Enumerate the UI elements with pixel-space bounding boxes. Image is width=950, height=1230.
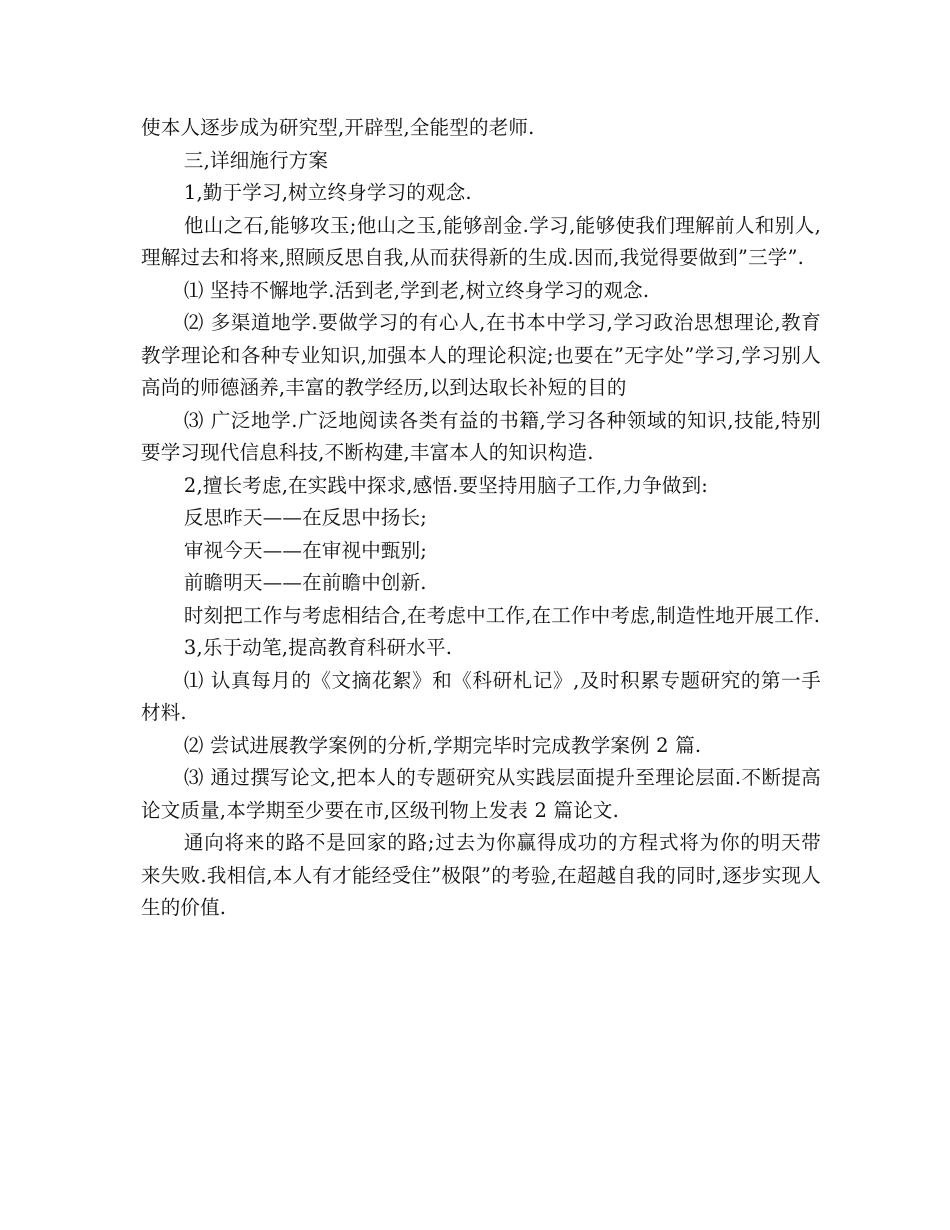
list-item-study-1: ⑴ 坚持不懈地学.活到老,学到老,树立终身学习的观念. [183,278,650,302]
reflection-line-yesterday: 反思昨天——在反思中扬长; [183,506,428,529]
paragraph-conclusion: 通向将来的路不是回家的路;过去为你赢得成功的方程式将为你的明天带来失败.我相信,本人有才能经受住”极限”的考验,在超越自我的同时,逐步实现人生的价值. [141,831,821,919]
paragraph-continuation: 使本人逐步成为研究型,开辟型,全能型的老师. [141,116,535,139]
list-item-writing-1: ⑴ 认真每月的《文摘花絮》和《科研札记》,及时积累专题研究的第一手材料. [141,668,821,724]
list-item-writing-3: ⑶ 通过撰写论文,把本人的专题研究从实践层面提升至理论层面.不断提高论文质量,本学期至少要在市,区级刊物上发表 2 篇论文. [141,766,821,822]
document-body [141,112,821,925]
section-heading-implementation-plan: 三,详细施行方案 [183,148,329,172]
list-item-writing-2: ⑵ 尝试进展教学案例的分析,学期完毕时完成教学案例 2 篇. [183,733,702,757]
subheading-reflection: 2,擅长考虑,在实践中探求,感悟.要坚持用脑子工作,力争做到: [183,473,709,497]
list-item-study-2: ⑵ 多渠道地学.要做学习的有心人,在书本中学习,学习政治思想理论,教育教学理论和各种专业知识,加强本人的理论积淀;也要在”无字处”学习,学习别人高尚的师德涵养,丰富的教学经历,以到达取长补短的目的 [141,311,821,399]
reflection-line-today: 审视今天——在审视中甄别; [183,538,428,562]
subheading-writing: 3,乐于动笔,提高教育科研水平. [183,636,453,659]
paragraph-work-thinking: 时刻把工作与考虑相结合,在考虑中工作,在工作中考虑,制造性地开展工作. [183,603,821,627]
paragraph-study-intro: 他山之石,能够攻玉;他山之玉,能够剖金.学习,能够使我们理解前人和别人,理解过去和将来,照顾反思自我,从而获得新的生成.因而,我觉得要做到”三学”. [141,213,821,269]
subheading-study: 1,勤于学习,树立终身学习的观念. [183,181,472,204]
reflection-line-tomorrow: 前瞻明天——在前瞻中创新. [183,571,427,594]
list-item-study-3: ⑶ 广泛地学.广泛地阅读各类有益的书籍,学习各种领域的知识,技能,特别要学习现代信息科技,不断构建,丰富本人的知识构造. [141,408,821,464]
